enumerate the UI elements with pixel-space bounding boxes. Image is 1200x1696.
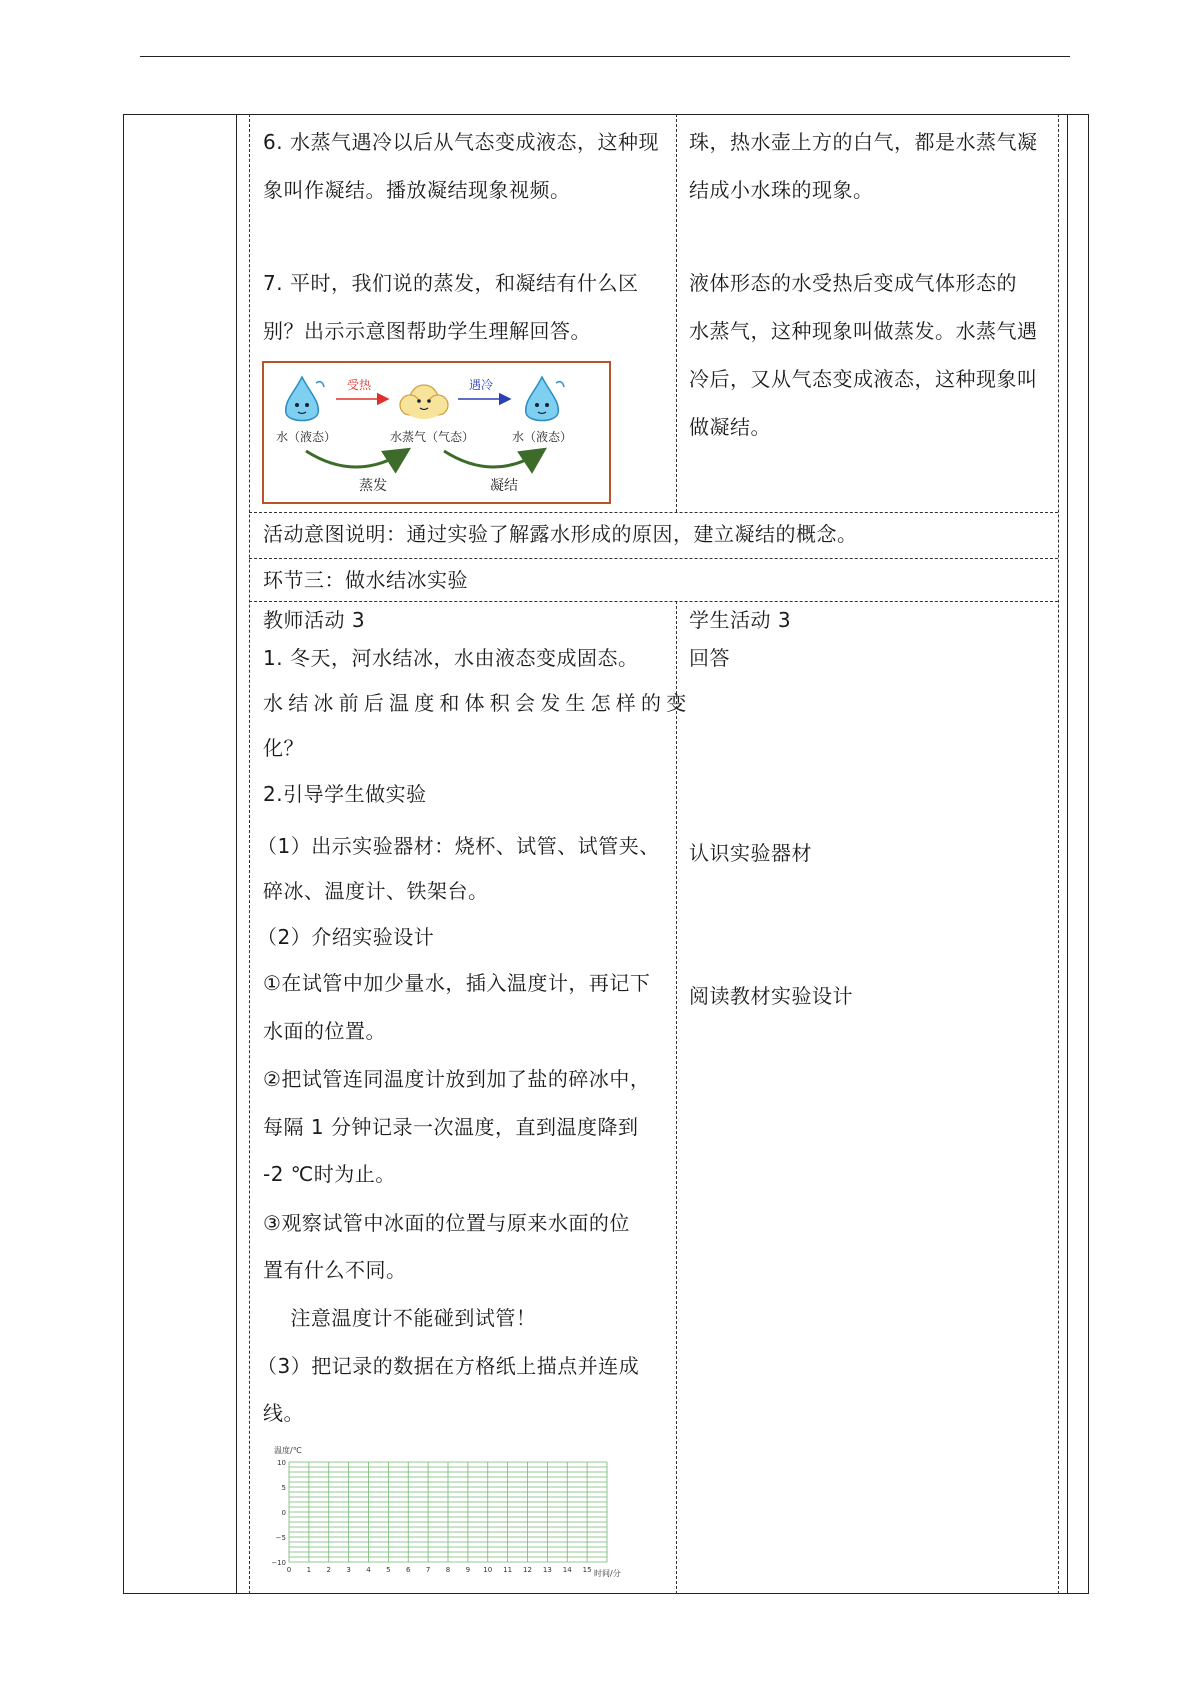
- teacher3-line-6: 碎冰、温度计、铁架台。: [263, 879, 489, 903]
- y-tick-label: 10: [277, 1459, 286, 1467]
- water-vapor-cloud-icon: [400, 385, 448, 419]
- student-item6-line1: 珠，热水壶上方的白气，都是水蒸气凝: [689, 130, 1038, 154]
- student-item6-line2: 结成小水珠的现象。: [689, 178, 874, 202]
- teacher3-line-2: 水结冰前后温度和体积会发生怎样的变: [263, 691, 692, 715]
- x-tick-label: 15: [582, 1566, 592, 1574]
- y-tick-label: 5: [281, 1484, 286, 1492]
- heat-label: 受热: [347, 378, 372, 392]
- y-tick-label: 0: [281, 1509, 286, 1517]
- water-droplet-icon: [286, 377, 324, 421]
- teacher-item6-line1: 6. 水蒸气遇冷以后从气态变成液态，这种现: [263, 130, 659, 154]
- x-tick-label: 4: [366, 1566, 371, 1574]
- teacher3-line-12: -2 ℃时为止。: [263, 1162, 396, 1186]
- x-tick-label: 5: [386, 1566, 391, 1574]
- x-tick-label: 2: [326, 1566, 331, 1574]
- teacher3-note: 注意温度计不能碰到试管！: [263, 1306, 537, 1330]
- teacher3-line-1: 1. 冬天，河水结冰，水由液态变成固态。: [263, 646, 639, 670]
- evaporation-label: 蒸发: [359, 478, 387, 494]
- x-tick-label: 14: [562, 1566, 572, 1574]
- x-tick-label: 12: [523, 1566, 532, 1574]
- graph-grid: [289, 1462, 607, 1562]
- condensation-curve-arrow-icon: [444, 451, 542, 467]
- y-tick-label: −5: [275, 1534, 286, 1542]
- teacher3-line-8: ①在试管中加少量水，插入温度计，再记下: [263, 971, 651, 995]
- student-item7-line4: 做凝结。: [689, 415, 771, 439]
- diagram-svg: [264, 363, 609, 502]
- graph-svg: [262, 1440, 642, 1590]
- water-droplet-icon: [526, 377, 564, 421]
- x-tick-label: 9: [465, 1566, 471, 1574]
- section-title: 环节三：做水结冰实验: [263, 568, 468, 592]
- teacher-activity-title: 教师活动 3: [263, 608, 366, 632]
- student-item7-line3: 冷后，又从气态变成液态，这种现象叫: [689, 367, 1038, 391]
- temperature-time-graph: [262, 1440, 642, 1594]
- inner-left-border: [249, 114, 250, 1594]
- x-tick-label: 6: [406, 1566, 411, 1574]
- vapor-gas-label: 水蒸气（气态）: [390, 430, 475, 444]
- x-tick-label: 7: [425, 1566, 431, 1574]
- graph-y-ticks: [271, 1459, 286, 1567]
- evaporation-curve-arrow-icon: [306, 451, 406, 467]
- water-liquid-label-2: 水（液态）: [512, 430, 573, 444]
- y-tick-label: −10: [271, 1559, 286, 1567]
- column-split-top: [676, 114, 677, 512]
- student3-recognize: 认识实验器材: [689, 841, 812, 865]
- cold-label: 遇冷: [469, 378, 494, 392]
- x-tick-label: 3: [346, 1566, 351, 1574]
- table-right-margin-divider: [1067, 114, 1068, 1594]
- activity-intent: 活动意图说明：通过实验了解露水形成的原因，建立凝结的概念。: [263, 522, 858, 546]
- student-item7-line1: 液体形态的水受热后变成气体形态的: [689, 271, 1017, 295]
- student-activity-title: 学生活动 3: [689, 608, 792, 632]
- teacher3-line-14: 置有什么不同。: [263, 1258, 407, 1282]
- evaporation-condensation-diagram: [262, 361, 611, 504]
- teacher3-line-11: 每隔 1 分钟记录一次温度，直到温度降到: [263, 1115, 639, 1139]
- teacher3-line-3: 化？: [263, 736, 304, 760]
- student-item7-line2: 水蒸气，这种现象叫做蒸发。水蒸气遇: [689, 319, 1038, 343]
- column-split-bottom: [676, 601, 677, 1594]
- teacher3-line-16: （3）把记录的数据在方格纸上描点并连成: [257, 1354, 640, 1378]
- student3-read: 阅读教材实验设计: [689, 984, 853, 1008]
- teacher3-line-13: ③观察试管中冰面的位置与原来水面的位: [263, 1211, 630, 1235]
- teacher3-line-5: （1）出示实验器材：烧杯、试管、试管夹、: [257, 834, 660, 858]
- inner-right-border: [1058, 114, 1059, 1594]
- teacher3-line-4: 2.引导学生做实验: [263, 782, 427, 806]
- teacher3-line-10: ②把试管连同温度计放到加了盐的碎冰中，: [263, 1067, 651, 1091]
- teacher3-line-7: （2）介绍实验设计: [257, 925, 435, 949]
- x-tick-label: 0: [286, 1566, 292, 1574]
- x-tick-label: 10: [483, 1566, 493, 1574]
- teacher-item7-line2: 别？出示示意图帮助学生理解回答。: [263, 319, 591, 343]
- x-tick-label: 13: [542, 1566, 552, 1574]
- graph-ylabel: 温度/℃: [274, 1446, 302, 1455]
- table-column-divider: [236, 114, 237, 1594]
- x-tick-label: 1: [306, 1566, 312, 1574]
- x-tick-label: 11: [503, 1566, 513, 1574]
- condensation-label: 凝结: [490, 478, 518, 494]
- teacher-item6-line2: 象叫作凝结。播放凝结现象视频。: [263, 178, 571, 202]
- graph-xlabel: 时间/分: [594, 1569, 621, 1578]
- page-header-rule: [140, 56, 1070, 57]
- graph-x-ticks: [287, 1566, 592, 1574]
- x-tick-label: 8: [445, 1566, 451, 1574]
- water-liquid-label: 水（液态）: [276, 430, 337, 444]
- teacher3-line-9: 水面的位置。: [263, 1019, 386, 1043]
- teacher3-line-17: 线。: [263, 1401, 304, 1425]
- student3-answer: 回答: [689, 646, 730, 670]
- teacher-item7-line1: 7. 平时，我们说的蒸发，和凝结有什么区: [263, 271, 639, 295]
